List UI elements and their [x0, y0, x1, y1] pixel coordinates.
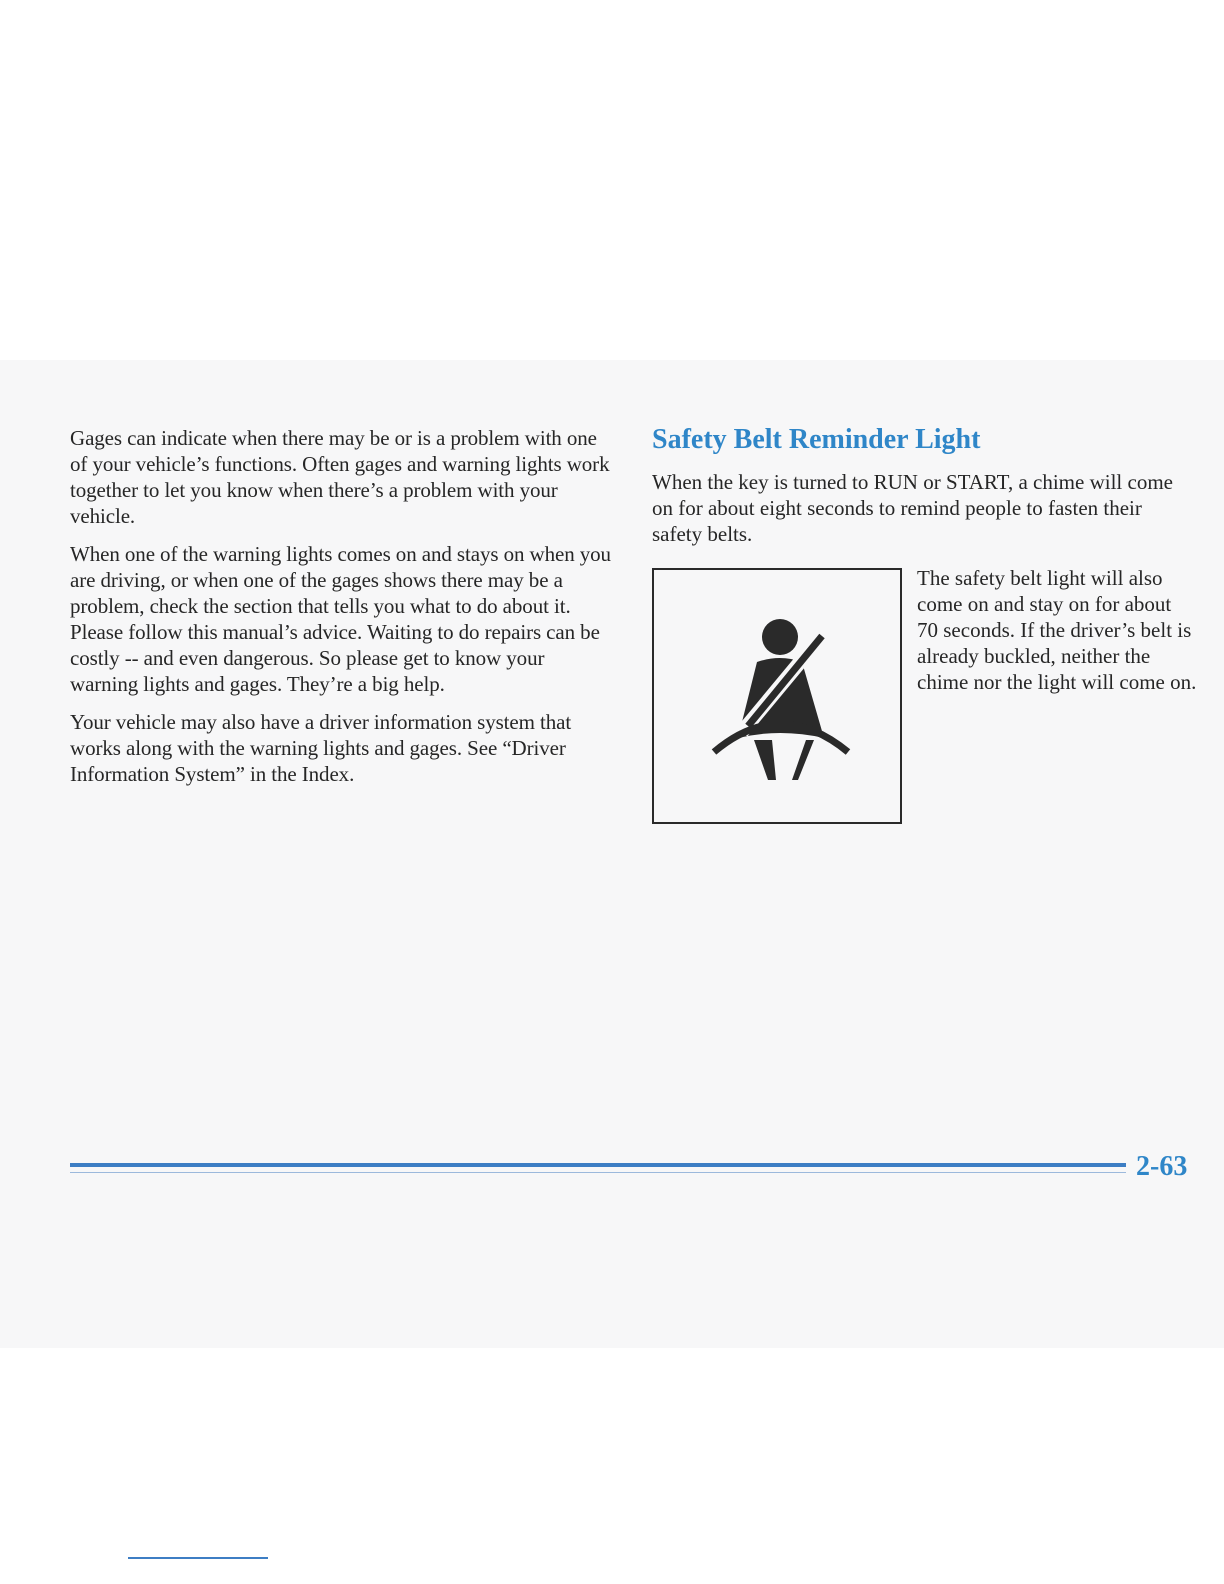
footer-rule-thin: [70, 1172, 1126, 1173]
side-paragraph: The safety belt light will also come on and stay on for about 70 seconds. If the driver’s belt is already buckled, neither the chime nor the light will come on.: [917, 566, 1197, 694]
right-column: [652, 423, 1192, 547]
paragraph-warning-lights: When one of the warning lights comes on and stays on when you are driving, or when one of the gages shows there may be a problem, check the section that tells you what to do about it. Please follow this manual’s advice. Waiting to do repairs can be costly -- and even dangerous. So please get to know your warning lights and gages. They’re a big help.: [70, 542, 611, 696]
paragraph-gages-intro: Gages can indicate when there may be or is a problem with one of your vehicle’s functions. Often gages and warning lights work together to let you know when there’s a problem with your vehicle.: [70, 426, 610, 528]
section-heading: Safety Belt Reminder Light: [652, 424, 981, 455]
seat-belt-icon-box: [652, 568, 902, 824]
seat-belt-icon: [702, 610, 857, 790]
paragraph-driver-info: Your vehicle may also have a driver information system that works along with the warning lights and gages. See “Driver Information System” in the Index.: [70, 710, 572, 786]
page-number: 2-63: [1136, 1151, 1188, 1182]
footer-rule: [70, 1163, 1126, 1167]
divider-line: [128, 1557, 268, 1559]
intro-paragraph: When the key is turned to RUN or START, a chime will come on for about eight seconds to remind people to fasten their safety belts.: [652, 470, 1173, 546]
left-column: [70, 425, 615, 799]
